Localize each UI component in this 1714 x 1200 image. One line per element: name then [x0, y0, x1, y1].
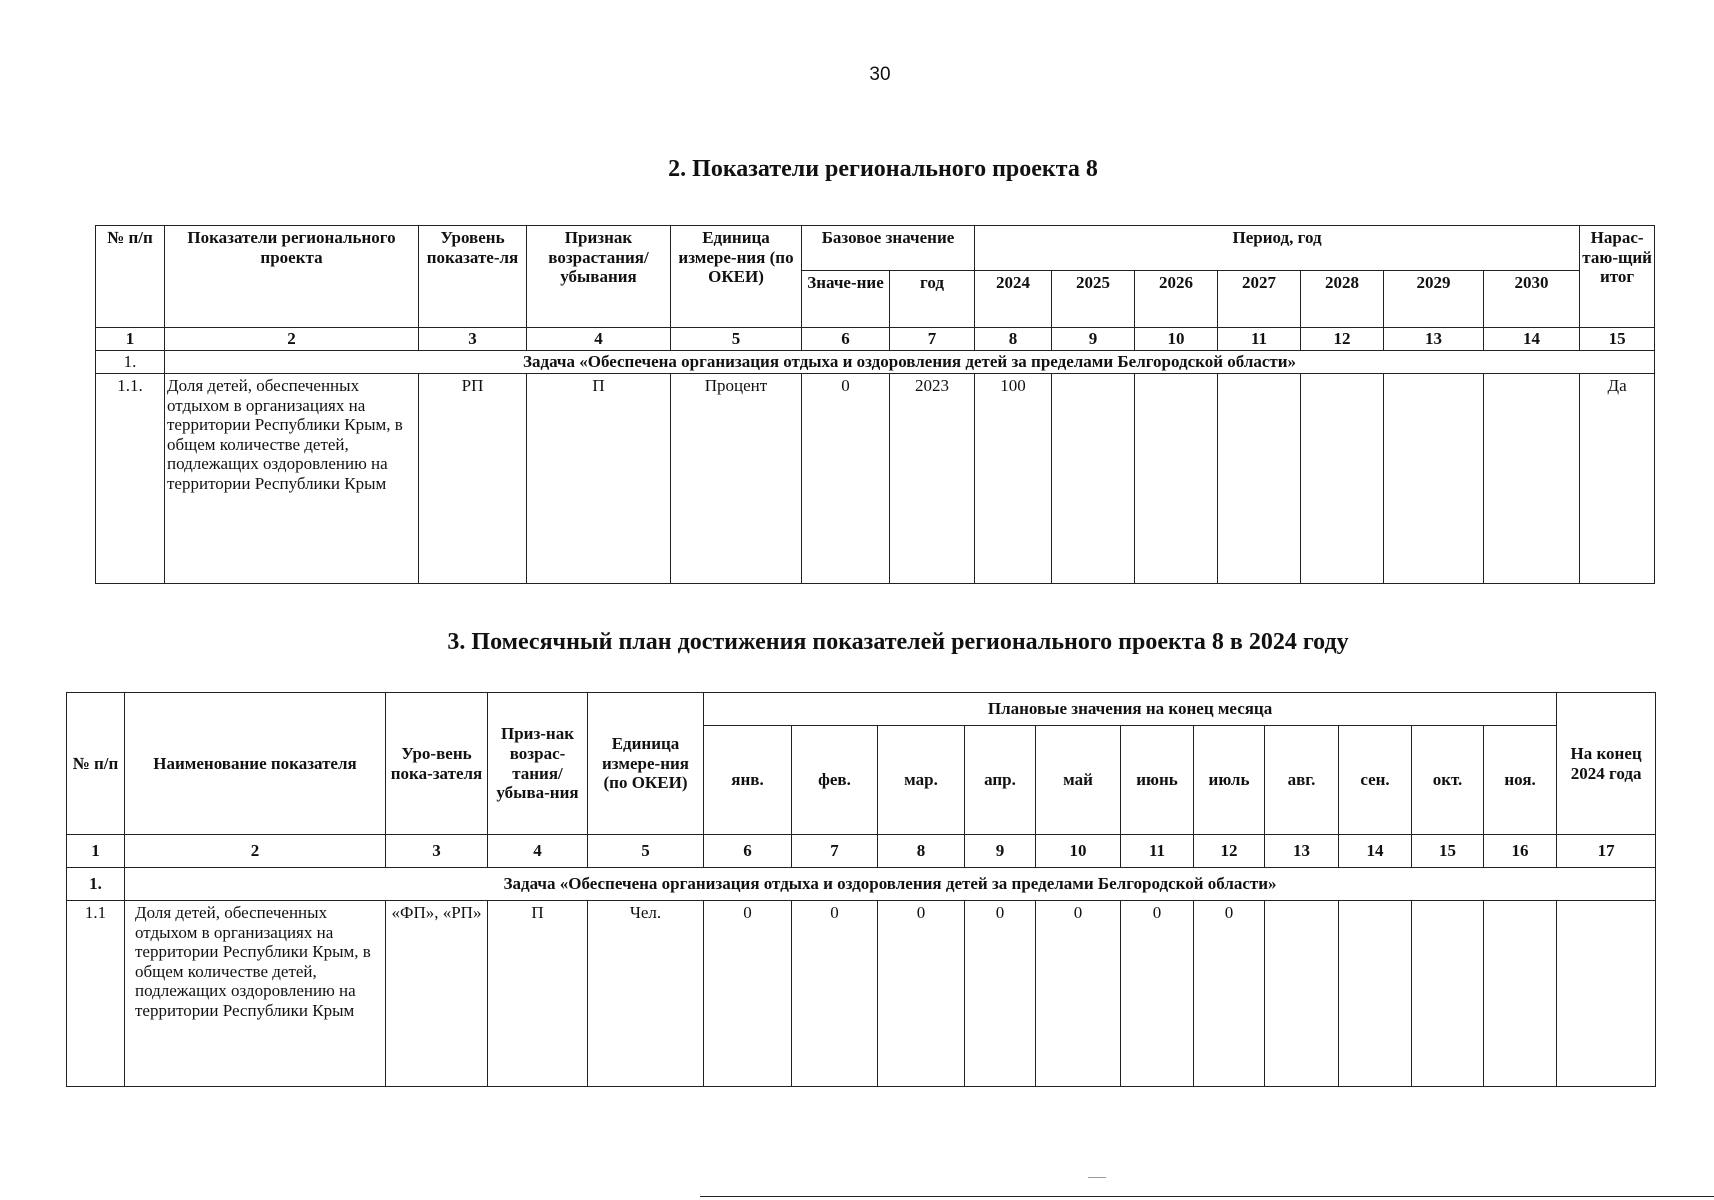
row-cumulative: Да [1580, 374, 1655, 584]
row-name: Доля детей, обеспеченных отдыхом в организациях на территории Республики Крым, в общем количестве детей, подлежащих оздоровлению на территории Республики Крым [125, 901, 386, 1087]
column-number: 12 [1301, 328, 1384, 351]
row-month-value: 0 [965, 901, 1036, 1087]
row-month-value: 0 [704, 901, 792, 1087]
header-year: 2025 [1052, 271, 1135, 328]
row-year-end [1557, 901, 1656, 1087]
row-year-value [1301, 374, 1384, 584]
row-year-value [1484, 374, 1580, 584]
column-number: 1 [96, 328, 165, 351]
task-num: 1. [67, 868, 125, 901]
header-month: окт. [1412, 726, 1484, 835]
column-number: 17 [1557, 835, 1656, 868]
header-month: фев. [792, 726, 878, 835]
row-unit: Процент [671, 374, 802, 584]
column-number: 8 [878, 835, 965, 868]
header-year: 2026 [1135, 271, 1218, 328]
row-year-value: 100 [975, 374, 1052, 584]
header-year: 2027 [1218, 271, 1301, 328]
row-year-value [1135, 374, 1218, 584]
column-number-row [67, 835, 1656, 868]
column-number: 15 [1580, 328, 1655, 351]
column-number: 3 [419, 328, 527, 351]
column-number: 1 [67, 835, 125, 868]
row-indicator: Доля детей, обеспеченных отдыхом в организациях на территории Республики Крым, в общем количестве детей, подлежащих оздоровлению на территории Республики Крым [165, 374, 419, 584]
header-month: янв. [704, 726, 792, 835]
column-number: 9 [965, 835, 1036, 868]
column-number-row [96, 328, 1655, 351]
header-indicator: Показатели регионального проекта [165, 226, 419, 328]
header-month: май [1036, 726, 1121, 835]
header-row [96, 226, 1655, 271]
row-month-value [1339, 901, 1412, 1087]
header-month: июнь [1121, 726, 1194, 835]
column-number: 2 [165, 328, 419, 351]
header-sign: Признак возрастания/ убывания [527, 226, 671, 328]
row-sign: П [488, 901, 588, 1087]
column-number: 3 [386, 835, 488, 868]
header-base: Базовое значение [802, 226, 975, 271]
header-cumulative: Нарас-таю-щий итог [1580, 226, 1655, 328]
header-unit: Единица измере-ния (по ОКЕИ) [671, 226, 802, 328]
column-number: 6 [704, 835, 792, 868]
column-number: 5 [588, 835, 704, 868]
header-year-end: На конец 2024 года [1557, 693, 1656, 835]
column-number: 14 [1339, 835, 1412, 868]
column-number: 11 [1218, 328, 1301, 351]
row-num: 1.1. [96, 374, 165, 584]
section3-title: 3. Помесячный план достижения показателей регионального проекта 8 в 2024 году [447, 629, 1349, 655]
row-num: 1.1 [67, 901, 125, 1087]
column-number: 7 [792, 835, 878, 868]
row-month-value: 0 [1121, 901, 1194, 1087]
header-month: ноя. [1484, 726, 1557, 835]
header-planned: Плановые значения на конец месяца [704, 693, 1557, 726]
header-month: июль [1194, 726, 1265, 835]
column-number: 12 [1194, 835, 1265, 868]
scan-mark [1088, 1177, 1106, 1178]
row-year-value [1052, 374, 1135, 584]
column-number: 7 [890, 328, 975, 351]
header-level: Уровень показате-ля [419, 226, 527, 328]
header-year: 2028 [1301, 271, 1384, 328]
row-unit: Чел. [588, 901, 704, 1087]
indicators-table [95, 225, 1655, 584]
row-month-value: 0 [1036, 901, 1121, 1087]
task-text: Задача «Обеспечена организация отдыха и оздоровления детей за пределами Белгородской области» [165, 351, 1655, 374]
header-num: № п/п [96, 226, 165, 328]
column-number: 8 [975, 328, 1052, 351]
column-number: 10 [1135, 328, 1218, 351]
task-row [67, 868, 1656, 901]
row-level: «ФП», «РП» [386, 901, 488, 1087]
header-year: 2029 [1384, 271, 1484, 328]
section2-title: 2. Показатели регионального проекта 8 [668, 156, 1098, 182]
row-month-value [1412, 901, 1484, 1087]
header-base-value: Значе-ние [802, 271, 890, 328]
header-period: Период, год [975, 226, 1580, 271]
page-number: 30 [869, 64, 891, 85]
column-number: 13 [1384, 328, 1484, 351]
column-number: 6 [802, 328, 890, 351]
header-year: 2024 [975, 271, 1052, 328]
header-sign: Приз-нак возрас-тания/ убыва-ния [488, 693, 588, 835]
column-number: 14 [1484, 328, 1580, 351]
row-month-value: 0 [1194, 901, 1265, 1087]
header-name: Наименование показателя [125, 693, 386, 835]
row-year-value [1218, 374, 1301, 584]
header-row [67, 693, 1656, 726]
task-row [96, 351, 1655, 374]
row-month-value [1265, 901, 1339, 1087]
column-number: 4 [527, 328, 671, 351]
header-month: авг. [1265, 726, 1339, 835]
header-unit: Единица измере-ния (по ОКЕИ) [588, 693, 704, 835]
column-number: 4 [488, 835, 588, 868]
column-number: 13 [1265, 835, 1339, 868]
row-year-value [1384, 374, 1484, 584]
table-row [67, 901, 1656, 1087]
header-year: 2030 [1484, 271, 1580, 328]
header-month: мар. [878, 726, 965, 835]
column-number: 9 [1052, 328, 1135, 351]
row-month-value: 0 [878, 901, 965, 1087]
header-month: сен. [1339, 726, 1412, 835]
row-level: РП [419, 374, 527, 584]
task-num: 1. [96, 351, 165, 374]
column-number: 16 [1484, 835, 1557, 868]
column-number: 5 [671, 328, 802, 351]
column-number: 11 [1121, 835, 1194, 868]
row-base-value: 0 [802, 374, 890, 584]
column-number: 2 [125, 835, 386, 868]
task-text: Задача «Обеспечена организация отдыха и оздоровления детей за пределами Белгородской области» [125, 868, 1656, 901]
row-sign: П [527, 374, 671, 584]
header-month: апр. [965, 726, 1036, 835]
column-number: 15 [1412, 835, 1484, 868]
row-month-value [1484, 901, 1557, 1087]
header-level: Уро-вень пока-зателя [386, 693, 488, 835]
monthly-plan-table [66, 692, 1656, 1087]
header-num: № п/п [67, 693, 125, 835]
table-row [96, 374, 1655, 584]
row-month-value: 0 [792, 901, 878, 1087]
column-number: 10 [1036, 835, 1121, 868]
row-base-year: 2023 [890, 374, 975, 584]
header-base-year: год [890, 271, 975, 328]
page-edge-line [700, 1196, 1714, 1197]
